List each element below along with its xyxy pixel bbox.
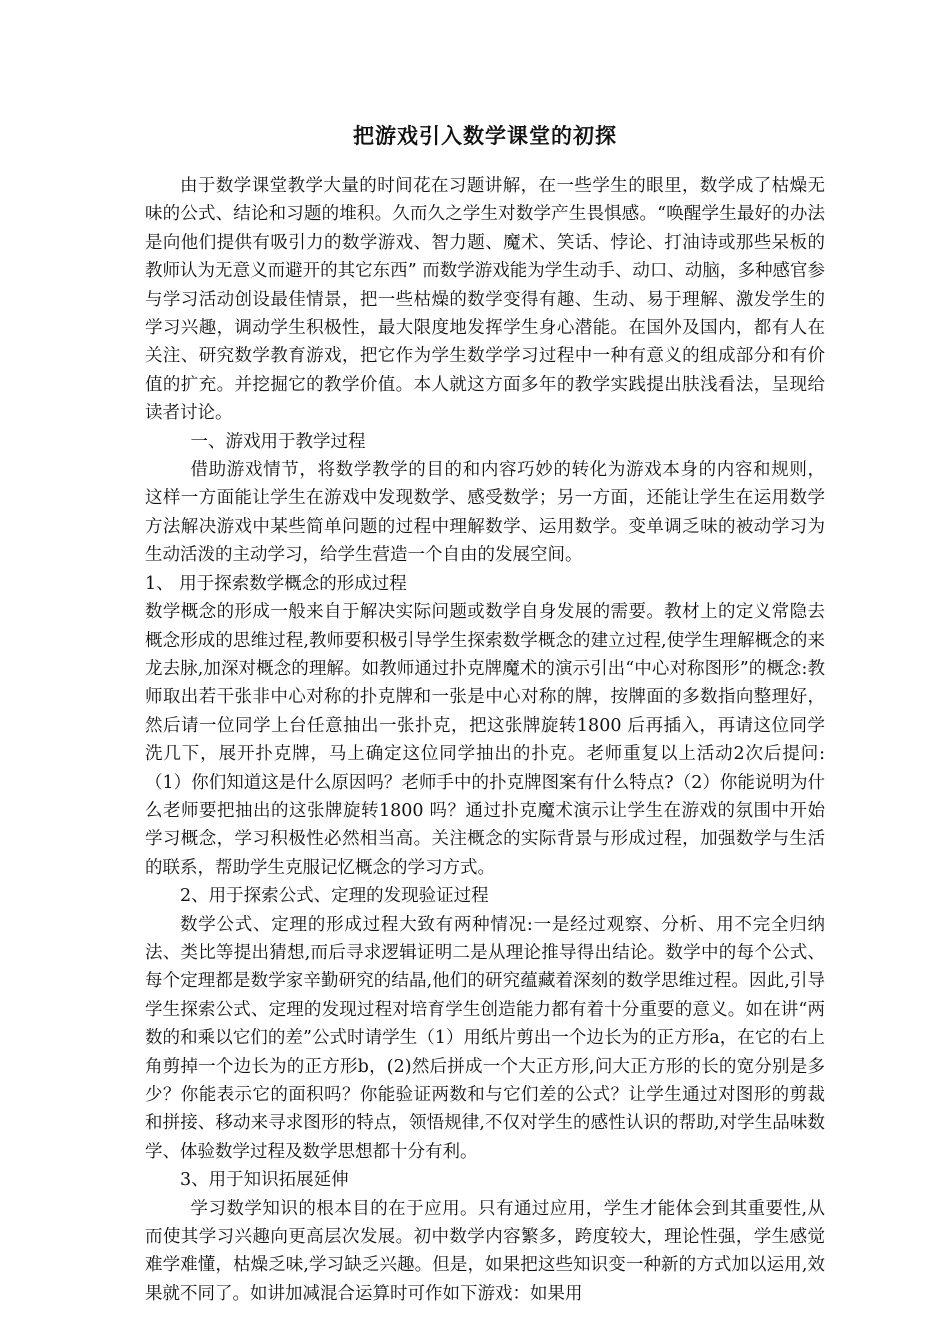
document-body <box>145 172 825 1308</box>
subsection-2-paragraph: 数学公式、定理的形成过程大致有两种情况:一是经过观察、分析、用不完全归纳法、类比等提出猜想,而后寻求逻辑证明二是从理论推导得出结论。数学中的每个公式、每个定理都是数学家辛勤研究的结晶,他们的研究蕴藏着深刻的数学思维过程。因此,引导学生探索公式、定理的发现过程对培育学生创造能力都有着十分重要的意义。如在讲“两数的和乘以它们的差”公式时请学生（1）用纸片剪出一个边长为的正方形a，在它的右上角剪掉一个边长为的正方形b，(2)然后拼成一个大正方形,问大正方形的长的宽分别是多少？你能表示它的面积吗？你能验证两数和与它们差的公式？让学生通过对图形的剪裁和拼接、移动来寻求图形的特点，领悟规律,不仅对学生的感性认识的帮助,对学生品味数学、体验数学过程及数学思想都十分有利。 <box>145 914 825 1162</box>
subsection-heading-1: 1、 用于探索数学概念的形成过程 <box>145 573 407 594</box>
subsection-3-paragraph: 学习数学知识的根本目的在于应用。只有通过应用，学生才能体会到其重要性,从而使其学习兴趣向更高层次发展。初中数学内容繁多，跨度较大，理论性强，学生感觉难学难懂，枯燥乏味,学习缺乏兴趣。但是，如果把这些知识变一种新的方式加以运用,效果就不同了。如讲加减混合运算时可作如下游戏：如果用 <box>145 1198 825 1304</box>
subsection-heading-2: 2、用于探索公式、定理的发现验证过程 <box>180 886 489 907</box>
document-title: 把游戏引入数学课堂的初探 <box>353 123 617 148</box>
section-1-paragraph: 借助游戏情节，将数学教学的目的和内容巧妙的转化为游戏本身的内容和规则， 这样一方面能让学生在游戏中发现数学、感受数学；另一方面，还能让学生在运用数学方法解决游戏中某些简单问题的过程中理解数学、运用数学。变单调乏味的被动学习为生动活泼的主动学习，给学生营造一个自由的发展空间。 <box>145 460 825 566</box>
intro-paragraph: 由于数学课堂教学大量的时间花在习题讲解，在一些学生的眼里，数学成了枯燥无味的公式、结论和习题的堆积。久而久之学生对数学产生畏惧感。“唤醒学生最好的办法是向他们提供有吸引力的数学游戏、智力题、魔术、笑话、悖论、打油诗或那些呆板的教师认为无意义而避开的其它东西” 而数学游戏能为学生动手、动口、动脑，多种感官参与学习活动创设最佳情景，把一些枯燥的数学变得有趣、生动、易于理解、激发学生的学习兴趣，调动学生积极性，最大限度地发挥学生身心潜能。在国外及国内，都有人在关注、研究数学教育游戏，把它作为学生数学学习过程中一种有意义的组成部分和有价值的扩充。并挖掘它的教学价值。本人就这方面多年的教学实践提出肤浅看法，呈现给读者讨论。 <box>145 176 825 424</box>
section-heading-1: 一、游戏用于教学过程 <box>190 431 366 452</box>
subsection-heading-3: 3、用于知识拓展延伸 <box>180 1170 349 1191</box>
subsection-1-paragraph: 数学概念的形成一般来自于解决实际问题或数学自身发展的需要。教材上的定义常隐去概念形成的思维过程,教师要积极引导学生探索数学概念的建立过程,使学生理解概念的来龙去脉,加深对概念的理解。如教师通过扑克牌魔术的演示引出“中心对称图形”的概念:教师取出若干张非中心对称的扑克牌和一张是中心对称的牌，按牌面的多数指向整理好，然后请一位同学上台任意抽出一张扑克，把这张牌旋转1800 后再插入，再请这位同学洗几下，展开扑克牌，马上确定这位同学抽出的扑克。老师重复以上活动2次后提问:（1）你们知道这是什么原因吗？老师手中的扑克牌图案有什么特点?（2）你能说明为什么老师要把抽出的这张牌旋转1800 吗？通过扑克魔术演示让学生在游戏的氛围中开始学习概念，学习积极性必然相当高。关注概念的实际背景与形成过程，加强数学与生活的联系，帮助学生克服记忆概念的学习方式。 <box>145 602 825 878</box>
